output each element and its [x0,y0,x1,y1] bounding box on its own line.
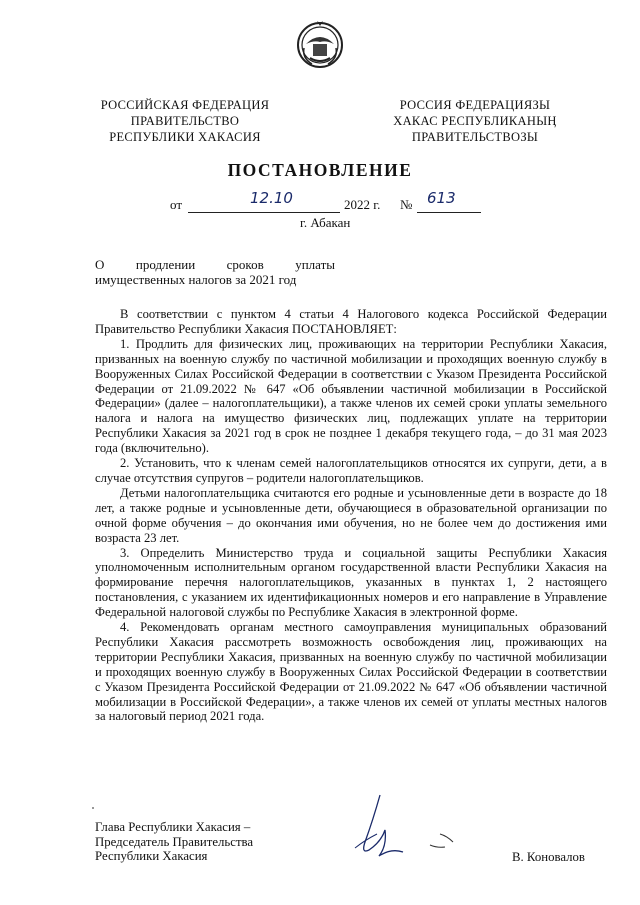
header-left-line: РОССИЙСКАЯ ФЕДЕРАЦИЯ [100,98,270,112]
header-right-line: ХАКАС РЕСПУБЛИКАНЫӉ [393,114,557,128]
scan-speck [92,807,94,809]
signatory-position-line: Республики Хакасия [95,849,208,863]
document-title: ПОСТАНОВЛЕНИЕ [227,160,413,180]
city: г. Абакан [300,215,351,230]
date-year: 2022 г. [344,197,381,212]
signatory-name: В. Коновалов [512,850,585,864]
coat-of-arms-emblem [296,18,344,70]
signatory-position-line: Председатель Правительства [95,834,254,849]
signatory-position [95,820,253,864]
header-right [380,97,570,145]
body-paragraph: 2. Установить, что к членам семей налогоплательщиков относятся их супруги, дети, а в случае отсутствия супругов – родители налогоплательщиков. [95,456,607,485]
header-left [95,97,275,145]
header-left-line: РЕСПУБЛИКИ ХАКАСИЯ [109,130,261,144]
header-left-line: ПРАВИТЕЛЬСТВО [130,114,240,128]
document-subject [95,257,335,287]
body-paragraph: 4. Рекомендовать органам местного самоуправления муниципальных образований Республики Хакасия рассмотреть возможность освобождения лиц, проживающих на территории Республики Хакасия, призванных на военную службу по частичной мобилизации и проходящих военную службу в Вооруженных Силах Российской Федерации в соответствии с Указом Президента Российской Федерации от 21.09.2022 № 647 «Об объявлении частичной мобилизации в Российской Федерации», а также членов их семей от уплаты местных налогов за налоговый период 2021 года. [95,620,607,724]
body-paragraph: Детьми налогоплательщика считаются его родные и усыновленные дети в возрасте до 18 лет, а также родные и усыновленные дети, обучающиеся в образовательной организации по очной форме обучения – до окончания ими обучения, но не более чем до достижения ими возраста 23 лет. [95,485,607,545]
handwritten-number: 613 [427,189,456,207]
header-right-line: ПРАВИТЕЛЬСТВОЗЫ [411,130,539,144]
subject-word: сроков [226,257,264,272]
signatory-position-line: Глава Республики Хакасия – [95,820,251,834]
subject-word: продлении [135,257,196,272]
date-prefix: от [170,197,183,212]
number-label: № [400,197,413,212]
body-paragraph: 1. Продлить для физических лиц, проживающих на территории Республики Хакасия, призванных на военную службу по частичной мобилизации и проходящих военную службу в Вооруженных Силах Российской Федерации в соответствии с Указом Президента Российской Федерации от 21.09.2022 № 647 «Об объявлении частичной мобилизации в Российской Федерации» (далее – налогоплательщики), а также членов их семей сроки уплаты земельного налога и налога на имущество физических лиц, подлежащих уплате на территории Республики Хакасия за 2021 год в срок не позднее 1 декабря текущего года, – до 31 мая 2023 года (включительно). [95,336,607,456]
subject-line: имущественных налогов за 2021 год [95,272,297,287]
document-body [95,307,607,724]
handwritten-signature [335,790,475,865]
body-paragraph: 3. Определить Министерство труда и социальной защиты Республики Хакасия уполномоченным исполнительным органом государственной власти Республики Хакасия на формирование перечня налогоплательщиков, указанных в пунктах 1, 2 настоящего постановления, с указанием их идентификационных номеров и его направление в Управление Федеральной налоговой службы по Республике Хакасия в электронной форме. [95,545,607,620]
subject-word: О [95,257,105,272]
handwritten-date: 12.10 [250,189,293,207]
body-paragraph: В соответствии с пунктом 4 статьи 4 Налогового кодекса Российской Федерации Правительство Республики Хакасия ПОСТАНОВЛЯЕТ: [95,307,607,336]
header-right-line: РОССИЯ ФЕДЕРАЦИЯЗЫ [399,98,551,112]
subject-word: уплаты [295,257,335,272]
